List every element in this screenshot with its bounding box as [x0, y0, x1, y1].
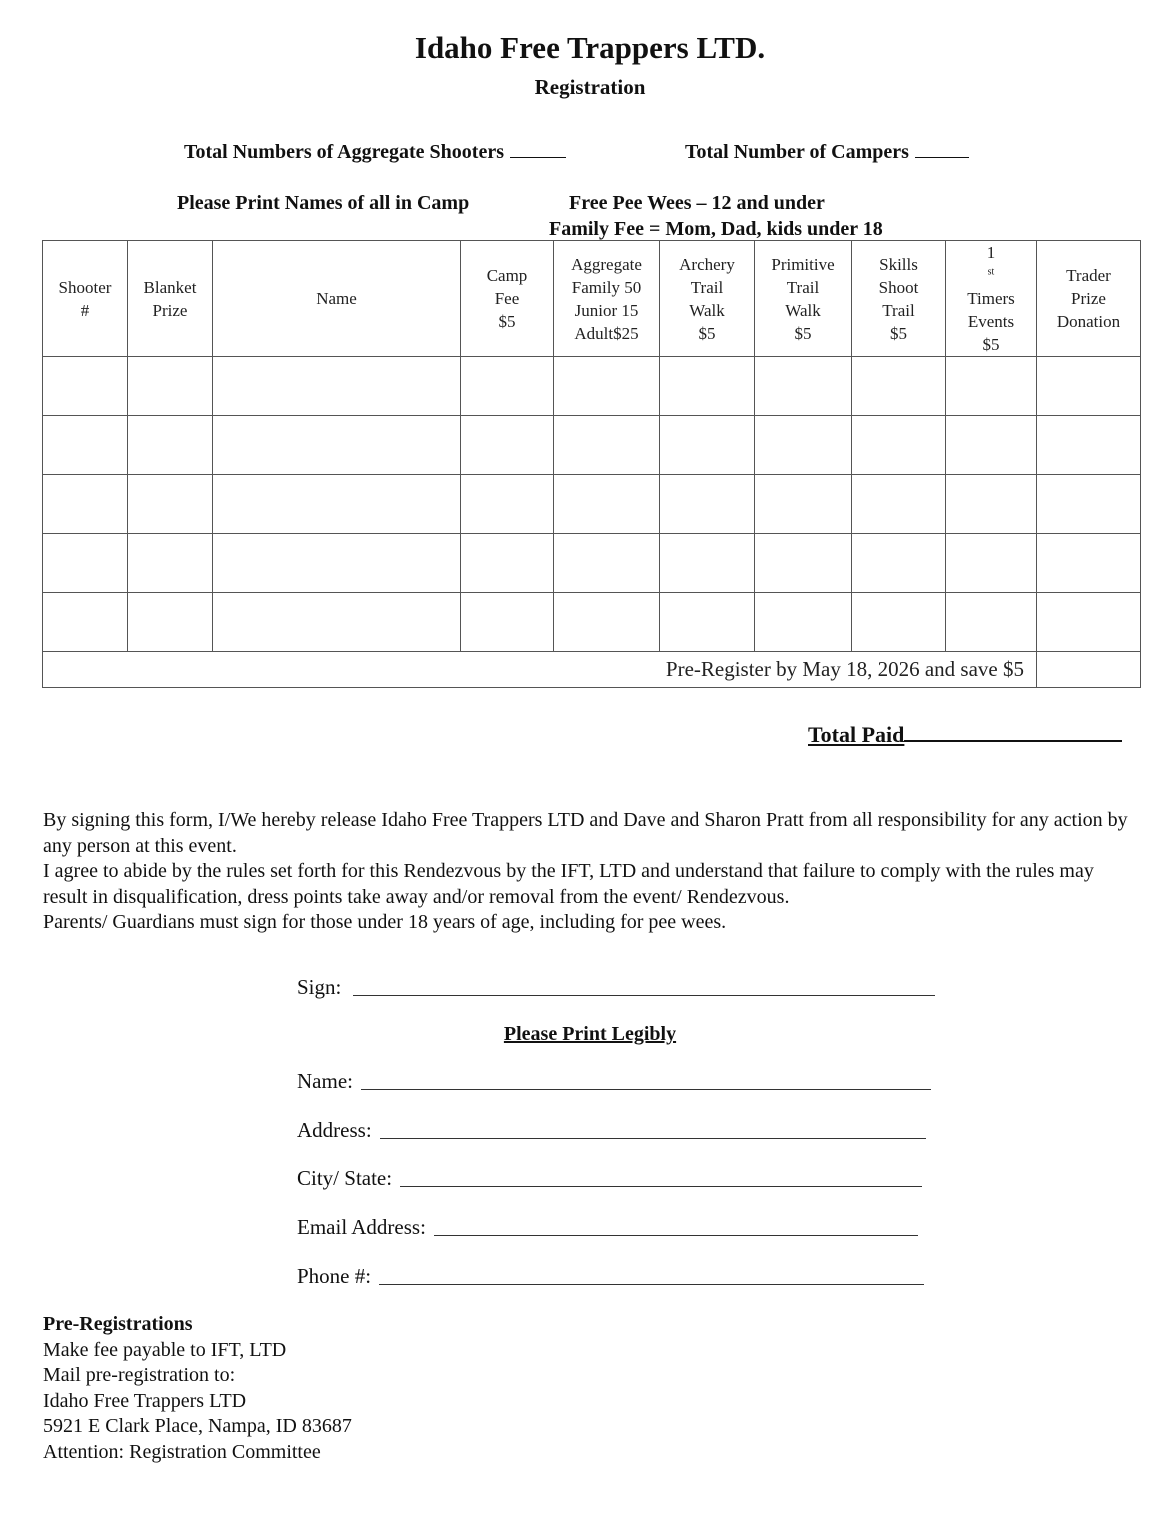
- entry-cell[interactable]: [554, 416, 660, 475]
- entry-cell[interactable]: [660, 475, 755, 534]
- entry-cell[interactable]: [660, 416, 755, 475]
- campers-field: [685, 141, 969, 164]
- address-field: [297, 1118, 926, 1143]
- aggregate-shooters-field: [184, 141, 566, 164]
- entry-cell[interactable]: [554, 534, 660, 593]
- city-state-line[interactable]: [400, 1185, 922, 1187]
- entry-cell[interactable]: [755, 534, 852, 593]
- name-label: Name:: [297, 1069, 353, 1093]
- campers-label: Total Number of Campers: [685, 141, 909, 163]
- pre-registration-heading: Pre-Registrations: [43, 1313, 193, 1335]
- col-camp-fee: Camp Fee $5: [461, 241, 554, 357]
- entry-cell[interactable]: [128, 357, 213, 416]
- entry-cell[interactable]: [461, 534, 554, 593]
- table-row: [43, 593, 1141, 652]
- sign-line[interactable]: [353, 994, 935, 996]
- col-blanket-prize: Blanket Prize: [128, 241, 213, 357]
- table-row: [43, 534, 1141, 593]
- entry-cell[interactable]: [755, 475, 852, 534]
- entry-cell[interactable]: [1037, 475, 1141, 534]
- entry-cell[interactable]: [128, 475, 213, 534]
- entry-cell[interactable]: [213, 357, 461, 416]
- form-subtitle: Registration: [534, 75, 646, 99]
- address-line[interactable]: [380, 1137, 926, 1139]
- entry-cell[interactable]: [43, 593, 128, 652]
- entry-cell[interactable]: [852, 357, 946, 416]
- entry-cell[interactable]: [213, 416, 461, 475]
- entry-cell[interactable]: [213, 534, 461, 593]
- entry-cell[interactable]: [554, 475, 660, 534]
- entry-cell[interactable]: [213, 593, 461, 652]
- entry-cell[interactable]: [213, 475, 461, 534]
- entry-cell[interactable]: [755, 416, 852, 475]
- entry-cell[interactable]: [1037, 357, 1141, 416]
- table-row: [43, 416, 1141, 475]
- entry-cell[interactable]: [946, 593, 1037, 652]
- name-field: [297, 1069, 931, 1094]
- print-legibly-heading: Please Print Legibly: [503, 1023, 677, 1045]
- entry-cell[interactable]: [43, 416, 128, 475]
- family-fee-note: Family Fee = Mom, Dad, kids under 18: [549, 218, 883, 240]
- total-paid-blank[interactable]: [904, 738, 1122, 742]
- table-footer-row: [43, 652, 1141, 688]
- aggregate-shooters-label: Total Numbers of Aggregate Shooters: [184, 141, 504, 163]
- release-paragraph: By signing this form, I/We hereby release Idaho Free Trappers LTD and Dave and Sharon Pratt from all responsibility for any action by any person at this event.: [43, 809, 1128, 857]
- release-paragraph: I agree to abide by the rules set forth for this Rendezvous by the IFT, LTD and understand that failure to comply with the rules may result in disqualification, dress points take away and/or removal from the event/ Rendezvous.: [43, 860, 1094, 908]
- campers-blank[interactable]: [915, 155, 969, 158]
- table-row: [43, 475, 1141, 534]
- entry-cell[interactable]: [461, 357, 554, 416]
- entry-cell[interactable]: [43, 357, 128, 416]
- email-label: Email Address:: [297, 1215, 426, 1239]
- entry-cell[interactable]: [461, 416, 554, 475]
- entry-cell[interactable]: [461, 475, 554, 534]
- entry-cell[interactable]: [946, 357, 1037, 416]
- pre-registration-line: Make fee payable to IFT, LTD: [43, 1338, 287, 1361]
- sign-field: [297, 975, 935, 1000]
- entry-cell[interactable]: [852, 593, 946, 652]
- table-header-row: [43, 241, 1141, 357]
- print-names-label: Please Print Names of all in Camp: [177, 192, 470, 214]
- phone-line[interactable]: [379, 1283, 924, 1285]
- col-shooter-number: Shooter #: [43, 241, 128, 357]
- entry-cell[interactable]: [755, 357, 852, 416]
- sign-label: Sign:: [297, 975, 342, 999]
- registration-table: [42, 240, 1141, 688]
- col-name: Name: [213, 241, 461, 357]
- name-line[interactable]: [361, 1088, 931, 1090]
- entry-cell[interactable]: [946, 534, 1037, 593]
- entry-cell[interactable]: [1037, 593, 1141, 652]
- col-primitive-trail-walk: Primitive Trail Walk $5: [755, 241, 852, 357]
- entry-cell[interactable]: [660, 593, 755, 652]
- col-trader-prize-donation: Trader Prize Donation: [1037, 241, 1141, 357]
- entry-cell[interactable]: [946, 416, 1037, 475]
- aggregate-shooters-blank[interactable]: [510, 155, 566, 158]
- address-label: Address:: [297, 1118, 372, 1142]
- city-state-label: City/ State:: [297, 1166, 393, 1190]
- entry-cell[interactable]: [461, 593, 554, 652]
- entry-cell[interactable]: [946, 475, 1037, 534]
- entry-cell[interactable]: [43, 534, 128, 593]
- col-aggregate: Aggregate Family 50 Junior 15 Adult$25: [554, 241, 660, 357]
- entry-cell[interactable]: [43, 475, 128, 534]
- entry-cell[interactable]: [554, 593, 660, 652]
- entry-cell[interactable]: [128, 534, 213, 593]
- entry-cell[interactable]: [660, 357, 755, 416]
- entry-cell[interactable]: [128, 593, 213, 652]
- footer-donation-cell[interactable]: [1037, 652, 1141, 688]
- pre-registration-block: [43, 1312, 352, 1465]
- entry-cell[interactable]: [660, 534, 755, 593]
- total-paid-field: [808, 722, 1122, 748]
- total-paid-label: Total Paid: [808, 722, 905, 747]
- col-archery-trail-walk: Archery Trail Walk $5: [660, 241, 755, 357]
- table-row: [43, 357, 1141, 416]
- release-text: [43, 808, 1143, 936]
- entry-cell[interactable]: [852, 534, 946, 593]
- city-state-field: [297, 1166, 922, 1191]
- phone-field: [297, 1264, 924, 1289]
- form-title: Idaho Free Trappers LTD.: [414, 30, 766, 65]
- entry-cell[interactable]: [852, 416, 946, 475]
- col-first-timers-events: 1 $^{st}$ Timers Events $5: [946, 241, 1037, 357]
- col-skills-shoot-trail: Skills Shoot Trail $5: [852, 241, 946, 357]
- phone-label: Phone #:: [297, 1264, 372, 1288]
- pre-registration-line: Idaho Free Trappers LTD: [43, 1389, 247, 1412]
- release-paragraph: Parents/ Guardians must sign for those under 18 years of age, including for pee wees.: [43, 911, 727, 933]
- email-line[interactable]: [434, 1234, 918, 1236]
- pee-wees-note: Free Pee Wees – 12 and under: [569, 192, 825, 214]
- email-field: [297, 1215, 918, 1240]
- entry-cell[interactable]: [554, 357, 660, 416]
- entry-cell[interactable]: [852, 475, 946, 534]
- pre-registration-line: Mail pre-registration to:: [43, 1364, 236, 1386]
- entry-cell[interactable]: [128, 416, 213, 475]
- pre-register-note: Pre-Register by May 18, 2026 and save $5: [43, 652, 1037, 688]
- entry-cell[interactable]: [1037, 416, 1141, 475]
- entry-cell[interactable]: [755, 593, 852, 652]
- entry-cell[interactable]: [1037, 534, 1141, 593]
- pre-registration-line: Attention: Registration Committee: [43, 1440, 321, 1463]
- pre-registration-line: 5921 E Clark Place, Nampa, ID 83687: [43, 1415, 352, 1437]
